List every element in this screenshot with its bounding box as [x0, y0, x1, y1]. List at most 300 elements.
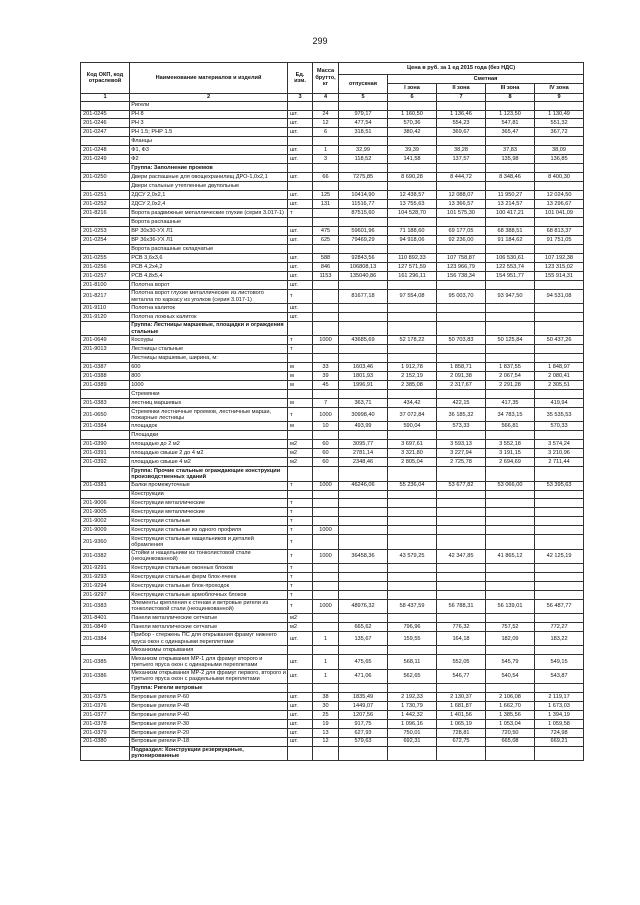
mass-cell [313, 390, 339, 399]
zone1-price-cell [388, 499, 437, 508]
name-cell: Площадки [130, 431, 288, 440]
unit-cell [288, 467, 313, 481]
code-cell: 201-8217 [81, 289, 130, 303]
mass-cell: 7 [313, 399, 339, 408]
release-price-cell [339, 431, 388, 440]
code-cell: 201-9360 [81, 535, 130, 549]
name-cell: 800 [130, 372, 288, 381]
mass-cell [313, 322, 339, 336]
code-cell: 201-0384 [81, 632, 130, 646]
table-row [81, 535, 584, 549]
name-cell: Группа: Прочие стальные ограждающие конструкции производственных зданий [130, 467, 288, 481]
group-header-row [81, 746, 584, 760]
mass-cell: 10 [313, 422, 339, 431]
code-cell: 201-0248 [81, 146, 130, 155]
zone1-price-cell [388, 218, 437, 227]
unit-cell: т [288, 572, 313, 581]
group-header-row [81, 322, 584, 336]
header-code: Код ОКП, код отраслевой [81, 63, 130, 94]
release-price-cell: 917,75 [339, 719, 388, 728]
code-cell: 201-0257 [81, 271, 130, 280]
unit-cell [288, 101, 313, 110]
mass-cell: 1000 [313, 336, 339, 345]
zone4-price-cell: 68 813,37 [535, 227, 584, 236]
mass-cell [313, 563, 339, 572]
table-row [81, 271, 584, 280]
name-cell: Полотна ворот [130, 280, 288, 289]
table-row [81, 632, 584, 646]
name-cell: Ветровые ригели Р-60 [130, 692, 288, 701]
zone4-price-cell [535, 245, 584, 254]
zone1-price-cell [388, 322, 437, 336]
release-price-cell [339, 581, 388, 590]
code-cell: 201-0392 [81, 458, 130, 467]
mass-cell: 1 [313, 632, 339, 646]
release-price-cell [339, 245, 388, 254]
zone1-price-cell [388, 746, 437, 760]
mass-cell: 1000 [313, 526, 339, 535]
name-cell: Конструкции стальные нащельников и деталей обрамления [130, 535, 288, 549]
zone1-price-cell: 1 730,79 [388, 701, 437, 710]
zone1-price-cell: 568,11 [388, 655, 437, 669]
zone2-price-cell: 38,28 [437, 146, 486, 155]
zone1-price-cell [388, 508, 437, 517]
zone3-price-cell: 2 067,54 [486, 372, 535, 381]
mass-cell [313, 209, 339, 218]
release-price-cell: 1603,46 [339, 363, 388, 372]
code-cell: 201-9013 [81, 345, 130, 354]
zone3-price-cell [486, 354, 535, 363]
code-cell: 201-0389 [81, 381, 130, 390]
release-price-cell [339, 746, 388, 760]
zone2-price-cell: 53 677,82 [437, 481, 486, 490]
table-row [81, 669, 584, 683]
unit-cell [288, 354, 313, 363]
release-price-cell: 43685,69 [339, 336, 388, 345]
zone2-price-cell [437, 581, 486, 590]
release-price-cell [339, 218, 388, 227]
name-cell: Двери распашные для овощехранилищ ДРО-1,0x2,1 [130, 173, 288, 182]
zone4-price-cell: 56 487,77 [535, 599, 584, 613]
code-cell: 201-0246 [81, 119, 130, 128]
table-row [81, 313, 584, 322]
unit-cell: шт. [288, 110, 313, 119]
unit-cell [288, 137, 313, 146]
code-cell: 201-0256 [81, 262, 130, 271]
release-price-cell: 36458,36 [339, 549, 388, 563]
zone4-price-cell: 1 848,97 [535, 363, 584, 372]
unit-cell: шт. [288, 155, 313, 164]
zone1-price-cell [388, 581, 437, 590]
table-row [81, 549, 584, 563]
release-price-cell: 471,06 [339, 669, 388, 683]
zone2-price-cell: 776,32 [437, 623, 486, 632]
code-cell [81, 490, 130, 499]
zone3-price-cell [486, 218, 535, 227]
page-number: 299 [312, 36, 328, 46]
table-body [81, 101, 584, 760]
zone4-price-cell: 35 535,53 [535, 408, 584, 422]
code-cell: 201-0379 [81, 728, 130, 737]
unit-cell: т [288, 336, 313, 345]
release-price-cell: 2348,46 [339, 458, 388, 467]
unit-cell [288, 683, 313, 692]
table-row [81, 737, 584, 746]
release-price-cell: 59601,96 [339, 227, 388, 236]
mass-cell: 12 [313, 119, 339, 128]
mass-cell: 38 [313, 692, 339, 701]
zone4-price-cell: 1 130,49 [535, 110, 584, 119]
release-price-cell: 665,62 [339, 623, 388, 632]
mass-cell [313, 467, 339, 481]
code-cell: 201-0386 [81, 669, 130, 683]
zone1-price-cell: 434,42 [388, 399, 437, 408]
zone1-price-cell [388, 164, 437, 173]
mass-cell: 475 [313, 227, 339, 236]
zone2-price-cell: 13 366,57 [437, 200, 486, 209]
zone3-price-cell: 2 291,28 [486, 381, 535, 390]
table-row [81, 572, 584, 581]
column-number: 7 [437, 93, 486, 101]
name-cell: лестниц маршевых [130, 399, 288, 408]
mass-cell: 1000 [313, 549, 339, 563]
release-price-cell [339, 304, 388, 313]
zone4-price-cell: 543,87 [535, 669, 584, 683]
name-cell: Стремянки [130, 390, 288, 399]
name-cell: Двери стальные утепленные двупольные [130, 182, 288, 191]
unit-cell: шт. [288, 701, 313, 710]
zone4-price-cell: 2 119,17 [535, 692, 584, 701]
table-row [81, 614, 584, 623]
zone1-price-cell: 13 755,63 [388, 200, 437, 209]
zone3-price-cell: 8 348,46 [486, 173, 535, 182]
zone4-price-cell: 12 024,50 [535, 191, 584, 200]
table-row [81, 719, 584, 728]
table-row [81, 372, 584, 381]
column-number: 2 [130, 93, 288, 101]
zone4-price-cell [535, 563, 584, 572]
zone1-price-cell: 71 188,60 [388, 227, 437, 236]
zone1-price-cell: 570,36 [388, 119, 437, 128]
table-row [81, 431, 584, 440]
zone3-price-cell [486, 431, 535, 440]
header-zone-1: I зона [388, 84, 437, 93]
release-price-cell [339, 572, 388, 581]
code-cell: 201-0249 [81, 155, 130, 164]
code-cell: 201-9294 [81, 581, 130, 590]
zone1-price-cell: 796,96 [388, 623, 437, 632]
table-row [81, 490, 584, 499]
release-price-cell [339, 646, 388, 655]
code-cell: 201-9297 [81, 590, 130, 599]
release-price-cell [339, 280, 388, 289]
release-price-cell: 3095,77 [339, 440, 388, 449]
zone4-price-cell: 570,33 [535, 422, 584, 431]
name-cell: Ф2 [130, 155, 288, 164]
zone3-price-cell [486, 137, 535, 146]
release-price-cell: 135,67 [339, 632, 388, 646]
zone3-price-cell: 182,09 [486, 632, 535, 646]
table-row [81, 119, 584, 128]
name-cell: РСВ 4,8x5,4 [130, 271, 288, 280]
code-cell: 201-0375 [81, 692, 130, 701]
table-row [81, 236, 584, 245]
table-row [81, 336, 584, 345]
zone2-price-cell [437, 535, 486, 549]
table-row [81, 363, 584, 372]
code-cell: 201-0247 [81, 128, 130, 137]
name-cell: ВР 30x30-УХ Л1 [130, 227, 288, 236]
mass-cell [313, 101, 339, 110]
mass-cell [313, 304, 339, 313]
zone2-price-cell: 1 065,19 [437, 719, 486, 728]
code-cell [81, 390, 130, 399]
zone2-price-cell: 92 236,00 [437, 236, 486, 245]
zone1-price-cell [388, 390, 437, 399]
table-row [81, 209, 584, 218]
zone1-price-cell: 104 528,70 [388, 209, 437, 218]
mass-cell: 25 [313, 710, 339, 719]
zone2-price-cell [437, 218, 486, 227]
zone2-price-cell [437, 354, 486, 363]
mass-cell: 24 [313, 110, 339, 119]
zone1-price-cell [388, 431, 437, 440]
release-price-cell: 363,71 [339, 399, 388, 408]
mass-cell: 19 [313, 719, 339, 728]
mass-cell: 1 [313, 146, 339, 155]
zone2-price-cell: 3 593,13 [437, 440, 486, 449]
unit-cell: шт. [288, 728, 313, 737]
unit-cell: м2 [288, 623, 313, 632]
zone2-price-cell: 69 177,05 [437, 227, 486, 236]
name-cell: Ветровые ригели Р-30 [130, 719, 288, 728]
table-row [81, 728, 584, 737]
zone4-price-cell: 50 437,26 [535, 336, 584, 345]
mass-cell [313, 572, 339, 581]
unit-cell: шт. [288, 191, 313, 200]
unit-cell: м2 [288, 458, 313, 467]
release-price-cell: 135040,86 [339, 271, 388, 280]
zone2-price-cell [437, 431, 486, 440]
zone1-price-cell [388, 646, 437, 655]
zone3-price-cell [486, 304, 535, 313]
zone2-price-cell [437, 182, 486, 191]
zone3-price-cell: 1 837,55 [486, 363, 535, 372]
table-row [81, 458, 584, 467]
zone3-price-cell: 100 417,21 [486, 209, 535, 218]
zone1-price-cell [388, 137, 437, 146]
name-cell: Конструкции [130, 490, 288, 499]
zone4-price-cell: 772,27 [535, 623, 584, 632]
header-zone-3: III зона [486, 84, 535, 93]
name-cell: Стремянки лестничные проемов, лестничные марши, пожарные лестницы [130, 408, 288, 422]
zone1-price-cell [388, 354, 437, 363]
release-price-cell: 477,54 [339, 119, 388, 128]
code-cell [81, 683, 130, 692]
name-cell: Ветровые ригели Р-40 [130, 710, 288, 719]
zone3-price-cell: 417,35 [486, 399, 535, 408]
unit-cell: м [288, 363, 313, 372]
table-row [81, 354, 584, 363]
table-row [81, 481, 584, 490]
unit-cell: шт. [288, 173, 313, 182]
code-cell: 201-0383 [81, 599, 130, 613]
zone4-price-cell [535, 218, 584, 227]
release-price-cell: 1996,91 [339, 381, 388, 390]
mass-cell [313, 431, 339, 440]
code-cell: 201-9120 [81, 313, 130, 322]
unit-cell: т [288, 590, 313, 599]
zone4-price-cell: 1 673,03 [535, 701, 584, 710]
mass-cell [313, 354, 339, 363]
zone4-price-cell [535, 322, 584, 336]
name-cell: Группа: Ригели ветровые [130, 683, 288, 692]
code-cell: 201-0650 [81, 408, 130, 422]
code-cell: 201-0383 [81, 399, 130, 408]
mass-cell: 45 [313, 381, 339, 390]
name-cell: Ворота распашные складчатые [130, 245, 288, 254]
unit-cell [288, 390, 313, 399]
zone1-price-cell [388, 526, 437, 535]
zone3-price-cell [486, 182, 535, 191]
release-price-cell [339, 517, 388, 526]
zone1-price-cell [388, 101, 437, 110]
zone2-price-cell: 8 444,72 [437, 173, 486, 182]
zone1-price-cell: 8 690,28 [388, 173, 437, 182]
zone4-price-cell: 3 210,96 [535, 449, 584, 458]
zone3-price-cell [486, 499, 535, 508]
table-row [81, 137, 584, 146]
zone3-price-cell: 135,98 [486, 155, 535, 164]
name-cell: Ветровые ригели Р-20 [130, 728, 288, 737]
zone4-price-cell: 53 395,63 [535, 481, 584, 490]
header-name: Наименование материалов и изделий [130, 63, 288, 94]
zone4-price-cell [535, 182, 584, 191]
mass-cell: 33 [313, 363, 339, 372]
table-row [81, 155, 584, 164]
zone2-price-cell [437, 345, 486, 354]
zone3-price-cell [486, 467, 535, 481]
name-cell: РН 8 [130, 110, 288, 119]
mass-cell [313, 218, 339, 227]
name-cell: Группа: Заполнение проемов [130, 164, 288, 173]
name-cell: Ригели [130, 101, 288, 110]
unit-cell: м2 [288, 440, 313, 449]
code-cell [81, 746, 130, 760]
mass-cell: 60 [313, 449, 339, 458]
zone3-price-cell: 53 066,00 [486, 481, 535, 490]
code-cell: 201-9005 [81, 508, 130, 517]
zone2-price-cell: 1 681,87 [437, 701, 486, 710]
table-row [81, 499, 584, 508]
zone2-price-cell [437, 137, 486, 146]
name-cell: Механизм открывания МР-1 для фрамуг второго и третьего яруса окон с одинарными переплетами [130, 655, 288, 669]
code-cell: 201-8100 [81, 280, 130, 289]
zone1-price-cell: 2 805,04 [388, 458, 437, 467]
header-mass: Масса брутто, кг [313, 63, 339, 94]
zone2-price-cell [437, 563, 486, 572]
zone2-price-cell: 546,77 [437, 669, 486, 683]
unit-cell: шт. [288, 200, 313, 209]
zone2-price-cell: 422,15 [437, 399, 486, 408]
table-row [81, 408, 584, 422]
name-cell: Ветровые ригели Р-18 [130, 737, 288, 746]
zone1-price-cell [388, 563, 437, 572]
table-row [81, 254, 584, 263]
unit-cell: шт. [288, 304, 313, 313]
zone4-price-cell [535, 467, 584, 481]
name-cell: площадью свыше 2 до 4 м2 [130, 449, 288, 458]
zone2-price-cell: 56 788,31 [437, 599, 486, 613]
name-cell: Конструкции металлические [130, 499, 288, 508]
unit-cell: т [288, 581, 313, 590]
code-cell [81, 245, 130, 254]
release-price-cell: 48976,32 [339, 599, 388, 613]
table-row [81, 304, 584, 313]
zone3-price-cell [486, 508, 535, 517]
unit-cell: т [288, 517, 313, 526]
table-row [81, 146, 584, 155]
mass-cell: 1153 [313, 271, 339, 280]
zone3-price-cell: 365,47 [486, 128, 535, 137]
name-cell: РН 3 [130, 119, 288, 128]
name-cell: Лестницы маршевые, ширина, м: [130, 354, 288, 363]
table-row [81, 526, 584, 535]
name-cell: Панели металлические сетчатые [130, 614, 288, 623]
zone1-price-cell [388, 517, 437, 526]
release-price-cell: 32,99 [339, 146, 388, 155]
zone3-price-cell: 3 191,15 [486, 449, 535, 458]
table-row [81, 390, 584, 399]
unit-cell: м2 [288, 614, 313, 623]
zone1-price-cell [388, 572, 437, 581]
zone1-price-cell: 692,31 [388, 737, 437, 746]
zone1-price-cell [388, 467, 437, 481]
zone3-price-cell [486, 614, 535, 623]
mass-cell [313, 508, 339, 517]
code-cell: 201-0649 [81, 336, 130, 345]
release-price-cell [339, 345, 388, 354]
zone1-price-cell: 159,55 [388, 632, 437, 646]
zone1-price-cell: 97 554,08 [388, 289, 437, 303]
zone4-price-cell: 107 192,38 [535, 254, 584, 263]
table-row [81, 623, 584, 632]
zone3-price-cell [486, 581, 535, 590]
zone2-price-cell [437, 490, 486, 499]
mass-cell: 1000 [313, 481, 339, 490]
zone3-price-cell [486, 517, 535, 526]
zone4-price-cell [535, 646, 584, 655]
zone4-price-cell [535, 304, 584, 313]
release-price-cell: 92843,56 [339, 254, 388, 263]
header-estimate-price: Сметная [388, 75, 584, 84]
name-cell: ВР 36x36-УХ Л1 [130, 236, 288, 245]
unit-cell: т [288, 508, 313, 517]
zone3-price-cell [486, 101, 535, 110]
zone4-price-cell: 13 296,67 [535, 200, 584, 209]
zone4-price-cell: 3 574,24 [535, 440, 584, 449]
name-cell: Конструкции стальные блок-проходок [130, 581, 288, 590]
name-cell: 1000 [130, 381, 288, 390]
code-cell [81, 218, 130, 227]
zone3-price-cell [486, 563, 535, 572]
name-cell: Конструкции стальные ферм блок-ячеек [130, 572, 288, 581]
unit-cell: т [288, 549, 313, 563]
zone4-price-cell: 123 315,02 [535, 262, 584, 271]
code-cell: 201-0381 [81, 481, 130, 490]
zone4-price-cell [535, 572, 584, 581]
zone2-price-cell: 728,81 [437, 728, 486, 737]
